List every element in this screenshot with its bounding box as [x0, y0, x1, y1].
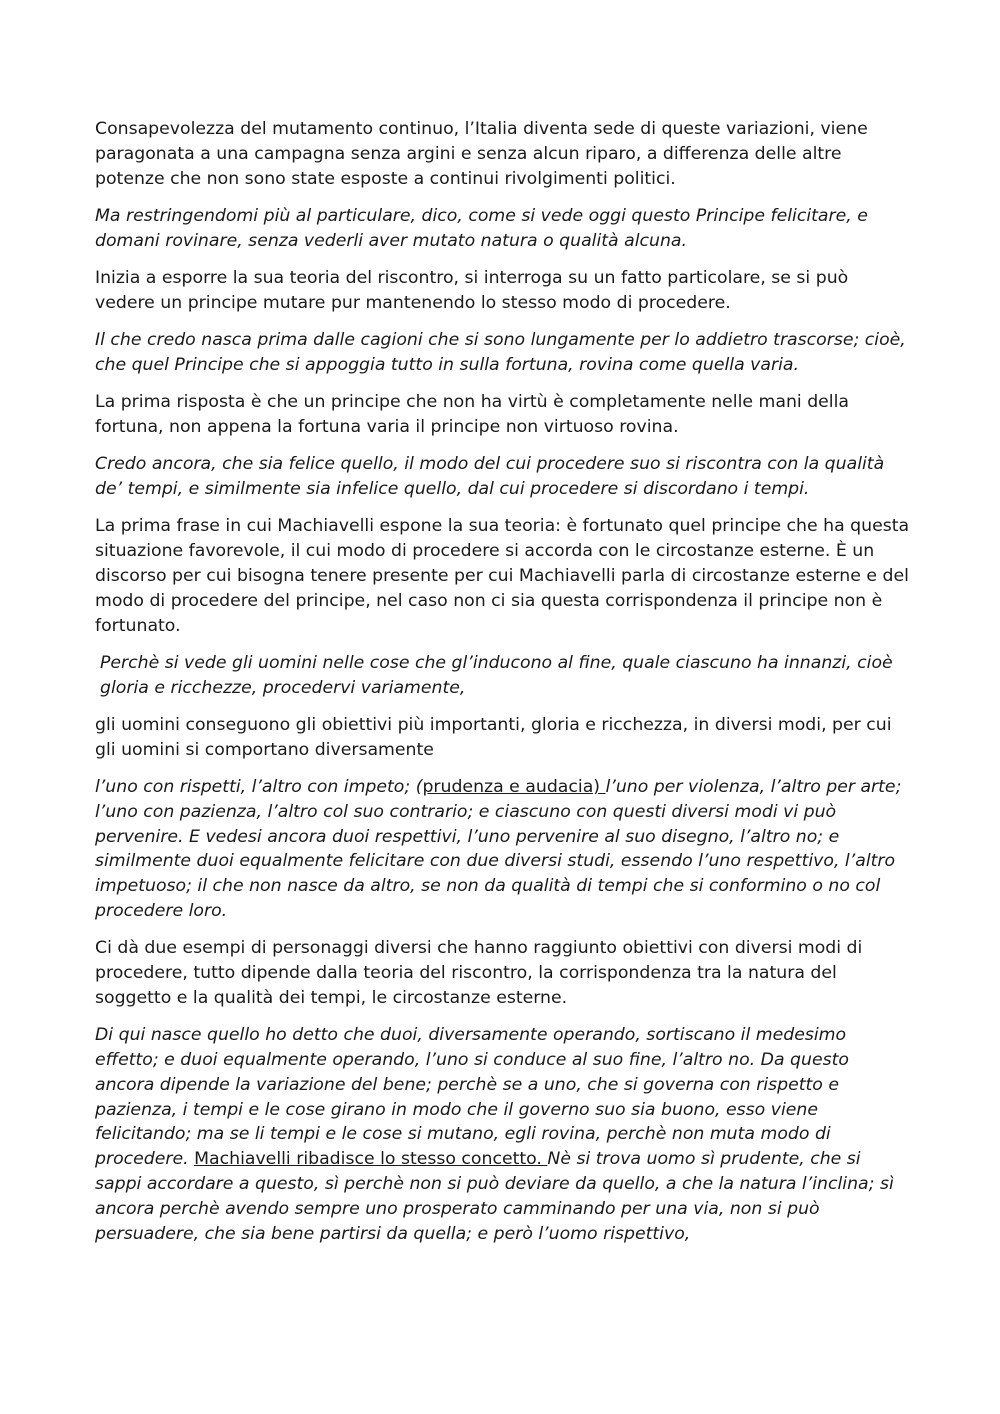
paragraph-quotation: Ma restringendomi più al particulare, dico, come si vede oggi questo Principe felicitare, e domani rovinare, senza vederli aver mutato natura o qualità alcuna.: [95, 205, 868, 251]
paragraph-commentary: Ci dà due esempi di personaggi diversi che hanno raggiunto obiettivi con diversi modi di procedere, tutto dipende dalla teoria del riscontro, la corrispondenza tra la natura del soggetto e la qualità dei tempi, le circostanze esterne.: [95, 938, 863, 1008]
paragraph-commentary: Consapevolezza del mutamento continuo, l’Italia diventa sede di queste variazioni, viene paragonata a una campagna senza argini e senza alcun riparo, a differenza delle altre potenze che non sono state esposte a continui rivolgimenti politici.: [95, 119, 868, 189]
paragraph-commentary: Inizia a esporre la sua teoria del riscontro, si interroga su un fatto particolare, se si può vedere un principe mutare pur mantenendo lo stesso modo di procedere.: [95, 267, 849, 313]
quotation-text: Di qui nasce quello ho detto che duoi, diversamente operando, sortiscano il medesimo effetto; e duoi equalmente operando, l’uno si conduce al suo fine, l’altro no. Da questo ancora dipende la variazione del bene; perchè se a uno, che si governa con rispetto e pazienza, i tempi e le cose girano in modo che il governo suo sia buono, esso viene felicitando; ma se li tempi e le cose si mutano, egli rovina, perchè non muta modo di procedere.: [95, 1025, 849, 1170]
paragraph-commentary: La prima frase in cui Machiavelli espone la sua teoria: è fortunato quel principe che ha questa situazione favorevole, il cui modo di procedere si accorda con le circostanze esterne. È un discorso per cui bisogna tenere presente per cui Machiavelli parla di circostanze esterne e del modo di procedere del principe, nel caso non ci sia questa corrispondenza il principe non è fortunato.: [95, 516, 910, 636]
paragraph-commentary: gli uomini conseguono gli obiettivi più importanti, gloria e ricchezza, in diversi modi, per cui gli uomini si comportano diversamente: [95, 714, 892, 760]
paragraph-quotation: Credo ancora, che sia felice quello, il modo del cui procedere suo si riscontra con la qualità de’ tempi, e similmente sia infelice quello, dal cui procedere si discordano i tempi.: [95, 454, 885, 500]
quotation-text: l’uno per violenza, l’altro per arte; l’uno con pazienza, l’altro col suo contrario; e ciascuno con questi diversi modi vi può pervenire. E vedesi ancora duoi respettivi, l’uno pervenire al suo disegno, l’altro no; e similmente duoi equalmente felicitare con due diversi studi, essendo l’uno respettivo, l’altro impetuoso; il che non nasce da altro, se non da qualità di tempi che si conformino o no col procedere loro.: [95, 777, 902, 922]
quotation-text: l’uno con rispetti, l’altro con impeto; (: [95, 777, 423, 798]
document-page: [95, 117, 910, 1259]
paragraph-quotation-annotated: [95, 775, 910, 924]
paragraph-quotation: Il che credo nasca prima dalle cagioni che si sono lungamente per lo addietro trascorse; cioè, che quel Principe che si appoggia tutto in sulla fortuna, rovina come quella varia.: [95, 330, 906, 375]
inline-annotation: prudenza e audacia): [422, 777, 606, 798]
paragraph-commentary: La prima risposta è che un principe che non ha virtù è completamente nelle mani della fortuna, non appena la fortuna varia il principe non virtuoso rovina.: [95, 392, 849, 437]
quotation-text: Nè si trova uomo sì prudente, che si sappi accordare a questo, sì perchè non si può deviare da quello, a che la natura l’inclina; sì ancora perchè avendo sempre uno prosperato camminando per una via, non si può persuadere, che sia bene partirsi da quella; e però l’uomo rispettivo,: [95, 1149, 894, 1244]
paragraph-quotation-annotated: [95, 1023, 910, 1246]
paragraph-quotation: Perchè si vede gli uomini nelle cose che gl’inducono al fine, quale ciascuno ha innanzi, cioè gloria e ricchezze, procedervi variamente,: [100, 652, 893, 698]
inline-annotation: Machiavelli ribadisce lo stesso concetto.: [194, 1149, 548, 1170]
